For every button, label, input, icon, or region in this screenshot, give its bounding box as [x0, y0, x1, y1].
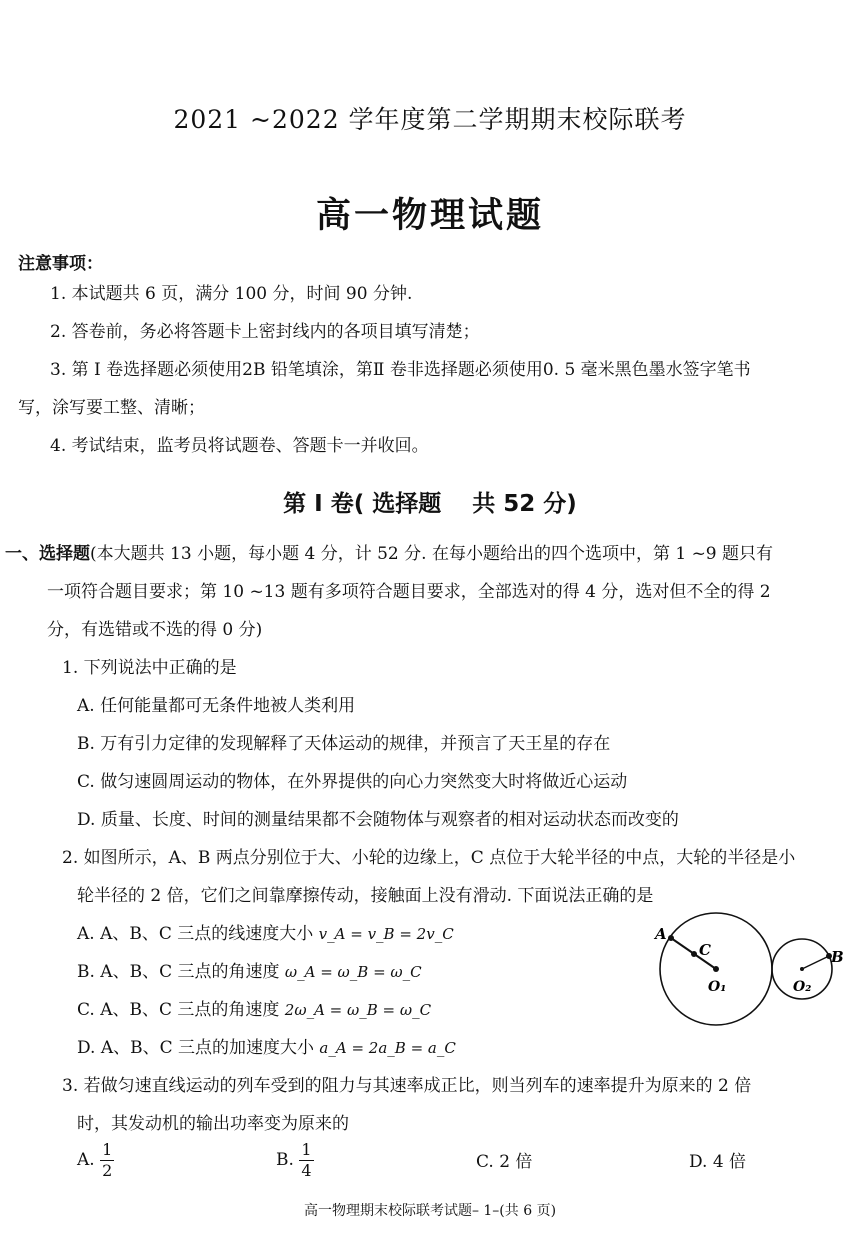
q2-option-b-text: B. A、B、C 三点的角速度: [77, 962, 285, 982]
q2-option-a-formula: v_A = v_B = 2v_C: [318, 925, 454, 943]
q1-stem: 1. 下列说法中正确的是: [62, 658, 237, 678]
q2-stem-2: 轮半径的 2 倍，它们之间靠摩擦传动，接触面上没有滑动. 下面说法正确的是: [77, 886, 654, 906]
q3-option-a-num: 1: [102, 1140, 113, 1159]
q3-option-b-num: 1: [301, 1140, 312, 1159]
notice-item-4: 4. 考试结束，监考员将试题卷、答题卡一并收回。: [50, 436, 429, 456]
q3-stem-2: 时，其发动机的输出功率变为原来的: [77, 1114, 349, 1134]
label-b: B: [831, 948, 844, 966]
q2-option-c-formula: 2ω_A = ω_B = ω_C: [284, 1001, 432, 1019]
q2-stem-1: 2. 如图所示，A、B 两点分别位于大、小轮的边缘上，C 点位于大轮半径的中点，大轮的半径是小: [62, 848, 796, 868]
q3-option-a-label: A.: [77, 1150, 95, 1170]
label-c: C: [699, 941, 711, 959]
q2-option-d-formula: a_A = 2a_B = a_C: [319, 1039, 456, 1057]
label-a: A: [655, 925, 667, 943]
part1-label: 一、选择题: [5, 544, 90, 564]
section-title: 第 Ⅰ 卷( 选择题 共 52 分): [283, 491, 577, 517]
part1-line-3: 分，有选错或不选的得 0 分): [47, 620, 263, 640]
q2-option-c-text: C. A、B、C 三点的角速度: [77, 1000, 285, 1020]
q3-option-c: C. 2 倍: [476, 1152, 533, 1172]
part1-line-1: [5, 543, 773, 565]
q2-option-a-text: A. A、B、C 三点的线速度大小: [77, 924, 319, 944]
notice-item-1: 1. 本试题共 6 页，满分 100 分，时间 90 分钟.: [50, 284, 413, 304]
part1-instructions-1: (本大题共 13 小题，每小题 4 分，计 52 分. 在每小题给出的四个选项中，第 1 ~9 题只有: [90, 544, 774, 564]
q3-option-a: [77, 1140, 114, 1181]
q1-option-b: B. 万有引力定律的发现解释了天体运动的规律，并预言了天王星的存在: [77, 734, 611, 754]
notice-heading: 注意事项：: [18, 254, 103, 274]
q2-option-b: [77, 961, 422, 983]
exam-header: 2021 ~2022 学年度第二学期期末校际联考: [173, 105, 687, 134]
q3-option-b: [276, 1140, 314, 1181]
q2-option-c: [77, 999, 431, 1021]
point-a: [668, 935, 674, 941]
q3-option-a-fraction: [100, 1140, 114, 1181]
q2-option-b-formula: ω_A = ω_B = ω_C: [284, 963, 422, 981]
q3-stem-1: 3. 若做匀速直线运动的列车受到的阻力与其速率成正比，则当列车的速率提升为原来的 2 倍: [62, 1076, 752, 1096]
exam-title: 高一物理试题: [315, 196, 544, 236]
part1-line-2: 一项符合题目要求；第 10 ~13 题有多项符合题目要求，全部选对的得 4 分，选对但不全的得 2: [47, 582, 771, 602]
notice-item-3: 3. 第 Ⅰ 卷选择题必须使用2B 铅笔填涂，第Ⅱ 卷非选择题必须使用0. 5 毫米黑色墨水签字笔书: [50, 360, 751, 380]
q3-option-d: D. 4 倍: [689, 1152, 747, 1172]
pulley-diagram: [648, 905, 848, 1035]
q3-option-a-den: 2: [102, 1161, 113, 1180]
small-wheel-radius: [802, 956, 829, 969]
notice-item-3-cont: 写，涂写要工整、清晰；: [18, 398, 205, 418]
q3-option-b-fraction: [299, 1140, 313, 1181]
point-c: [691, 951, 697, 957]
q1-option-a: A. 任何能量都可无条件地被人类利用: [77, 696, 356, 716]
page-footer: 高一物理期末校际联考试题– 1–(共 6 页): [303, 1203, 557, 1219]
q2-option-d: [77, 1037, 456, 1059]
label-o1: O₁: [708, 979, 727, 995]
notice-item-2: 2. 答卷前，务必将答题卡上密封线内的各项目填写清楚；: [50, 322, 480, 342]
center-o1: [713, 966, 719, 972]
q1-option-c: C. 做匀速圆周运动的物体，在外界提供的向心力突然变大时将做近心运动: [77, 772, 628, 792]
q2-option-d-text: D. A、B、C 三点的加速度大小: [77, 1038, 320, 1058]
q2-option-a: [77, 923, 454, 945]
q1-option-d: D. 质量、长度、时间的测量结果都不会随物体与观察者的相对运动状态而改变的: [77, 810, 679, 830]
q3-option-b-label: B.: [276, 1150, 294, 1170]
label-o2: O₂: [793, 979, 812, 995]
q3-option-b-den: 4: [301, 1161, 312, 1180]
center-o2: [800, 967, 804, 971]
